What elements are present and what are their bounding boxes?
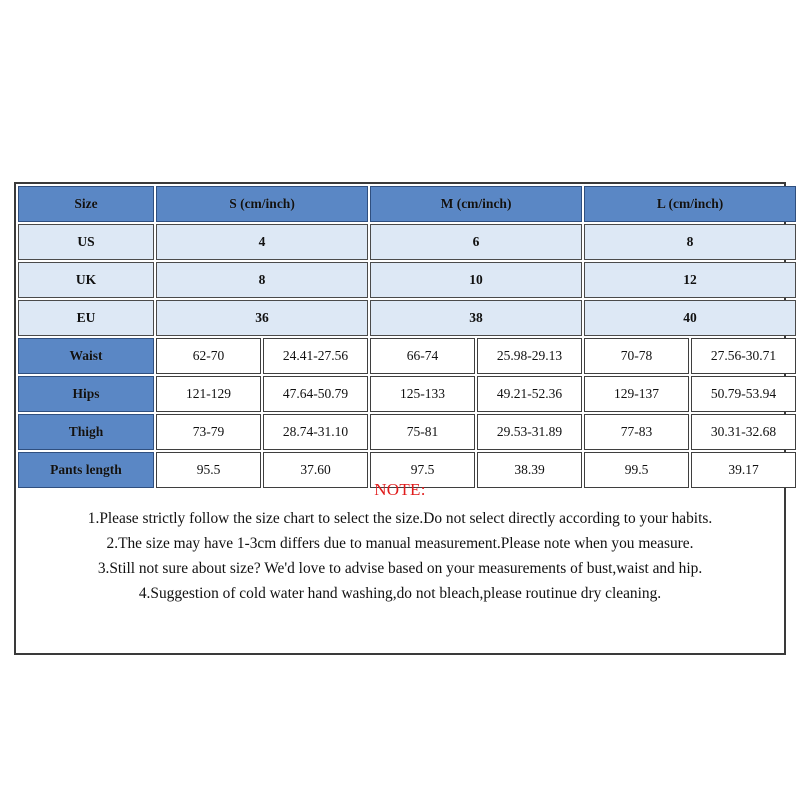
cell-pants-length-m-inch: 38.39 <box>477 452 582 488</box>
cell-waist-m-cm: 66-74 <box>370 338 475 374</box>
cell-waist-s-inch: 24.41-27.56 <box>263 338 368 374</box>
row-label-pants-length: Pants length <box>18 452 154 488</box>
row-label-uk: UK <box>18 262 154 298</box>
cell-thigh-l-cm: 77-83 <box>584 414 689 450</box>
cell-eu-s: 36 <box>156 300 368 336</box>
cell-uk-l: 12 <box>584 262 796 298</box>
row-label-hips: Hips <box>18 376 154 412</box>
note-line-2: 2.The size may have 1-3cm differs due to manual measurement.Please note when you measure. <box>106 535 694 552</box>
note-section <box>16 480 784 606</box>
size-chart-frame <box>14 182 786 655</box>
cell-eu-m: 38 <box>370 300 582 336</box>
cell-pants-length-s-cm: 95.5 <box>156 452 261 488</box>
row-label-eu: EU <box>18 300 154 336</box>
table-header-row <box>18 186 796 222</box>
table-row <box>18 376 796 412</box>
cell-hips-s-cm: 121-129 <box>156 376 261 412</box>
cell-waist-m-inch: 25.98-29.13 <box>477 338 582 374</box>
cell-hips-l-inch: 50.79-53.94 <box>691 376 796 412</box>
column-header-l: L (cm/inch) <box>584 186 796 222</box>
row-label-thigh: Thigh <box>18 414 154 450</box>
cell-thigh-m-cm: 75-81 <box>370 414 475 450</box>
cell-thigh-l-inch: 30.31-32.68 <box>691 414 796 450</box>
cell-pants-length-l-cm: 99.5 <box>584 452 689 488</box>
cell-waist-l-inch: 27.56-30.71 <box>691 338 796 374</box>
cell-pants-length-l-inch: 39.17 <box>691 452 796 488</box>
cell-waist-l-cm: 70-78 <box>584 338 689 374</box>
table-row <box>18 300 796 336</box>
cell-hips-s-inch: 47.64-50.79 <box>263 376 368 412</box>
cell-thigh-s-inch: 28.74-31.10 <box>263 414 368 450</box>
cell-waist-s-cm: 62-70 <box>156 338 261 374</box>
cell-hips-m-cm: 125-133 <box>370 376 475 412</box>
cell-thigh-m-inch: 29.53-31.89 <box>477 414 582 450</box>
cell-uk-m: 10 <box>370 262 582 298</box>
column-header-size: Size <box>18 186 154 222</box>
cell-hips-l-cm: 129-137 <box>584 376 689 412</box>
cell-hips-m-inch: 49.21-52.36 <box>477 376 582 412</box>
note-line-3: 3.Still not sure about size? We'd love to advise based on your measurements of bust,waist and hip. <box>97 560 703 577</box>
row-label-waist: Waist <box>18 338 154 374</box>
note-line-4: 4.Suggestion of cold water hand washing,do not bleach,please routinue dry cleaning. <box>138 585 662 602</box>
cell-pants-length-m-cm: 97.5 <box>370 452 475 488</box>
table-row <box>18 224 796 260</box>
size-chart-table <box>16 184 798 490</box>
table-row <box>18 338 796 374</box>
cell-uk-s: 8 <box>156 262 368 298</box>
cell-us-m: 6 <box>370 224 582 260</box>
table-row <box>18 262 796 298</box>
cell-us-l: 8 <box>584 224 796 260</box>
table-row <box>18 414 796 450</box>
cell-us-s: 4 <box>156 224 368 260</box>
cell-thigh-s-cm: 73-79 <box>156 414 261 450</box>
column-header-s: S (cm/inch) <box>156 186 368 222</box>
cell-eu-l: 40 <box>584 300 796 336</box>
note-title: NOTE: <box>374 480 426 499</box>
cell-pants-length-s-inch: 37.60 <box>263 452 368 488</box>
note-line-1: 1.Please strictly follow the size chart to select the size.Do not select directly according to your habits. <box>87 510 713 527</box>
row-label-us: US <box>18 224 154 260</box>
column-header-m: M (cm/inch) <box>370 186 582 222</box>
